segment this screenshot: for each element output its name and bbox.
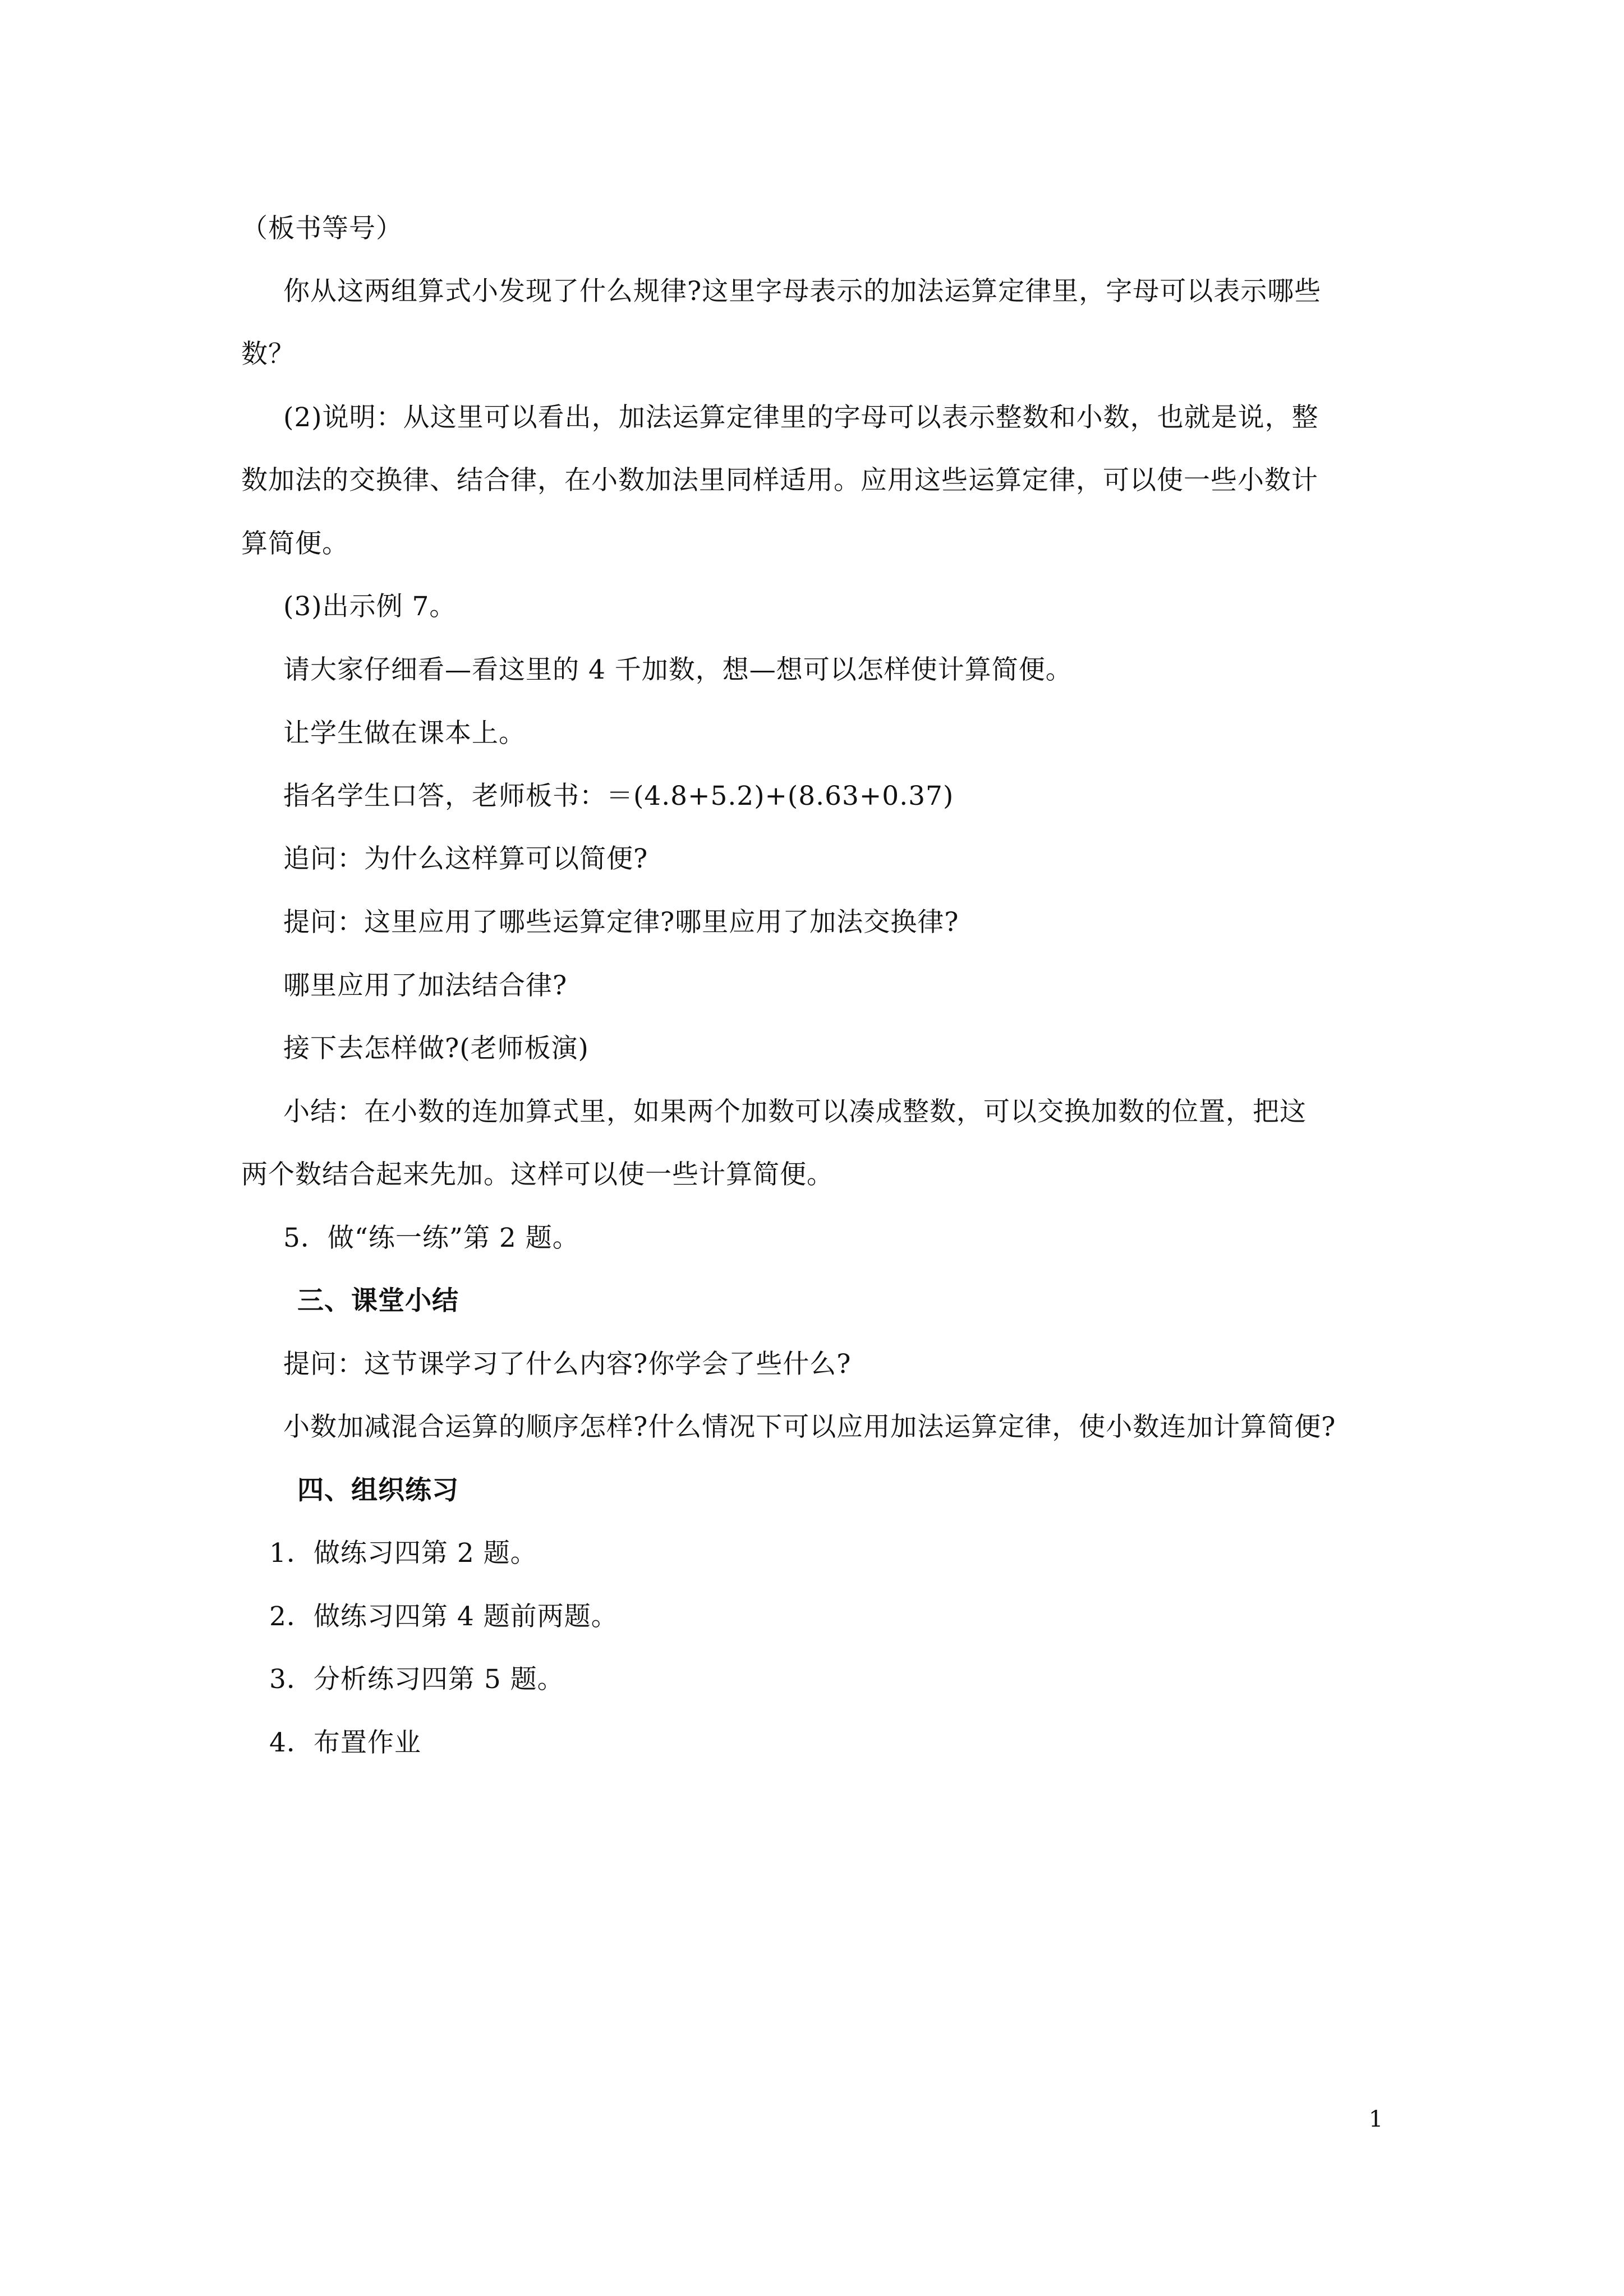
text-line: 让学生做在课本上。 [283,718,526,749]
text-line: 数？ [241,339,295,370]
list-item: 2．做练习四第 4 题前两题。 [269,1601,618,1632]
text-line: 请大家仔细看—看这里的 4 千加数，想—想可以怎样使计算简便。 [283,654,1073,685]
list-item: 1．做练习四第 2 题。 [269,1538,537,1569]
text-line: 指名学生口答，老师板书：＝(4.8+5.2)+(8.63+0.37) [283,781,954,812]
text-line: (2)说明：从这里可以看出，加法运算定律里的字母可以表示整数和小数，也就是说，整 [283,402,1319,433]
text-line: 哪里应用了加法结合律? [283,970,568,1001]
text-line: 接下去怎样做?(老师板演) [283,1033,589,1064]
text-line: 追问：为什么这样算可以简便? [283,843,648,874]
text-line: 小数加减混合运算的顺序怎样?什么情况下可以应用加法运算定律，使小数连加计算简便? [283,1412,1336,1442]
section-heading: 四、组织练习 [297,1475,459,1506]
text-line: 两个数结合起来先加。这样可以使一些计算简便。 [241,1159,834,1190]
text-line: 你从这两组算式小发现了什么规律?这里字母表示的加法运算定律里，字母可以表示哪些 [283,276,1322,307]
page-number: 1 [1369,2106,1383,2132]
list-item: 4．布置作业 [269,1727,421,1758]
text-line: 提问：这节课学习了什么内容?你学会了些什么? [283,1349,852,1380]
text-line: 小结：在小数的连加算式里，如果两个加数可以凑成整数，可以交换加数的位置，把这 [283,1096,1306,1127]
text-line: （板书等号） [241,213,403,244]
text-line: 5．做“练一练”第 2 题。 [283,1223,579,1253]
text-line: 算简便。 [241,528,349,559]
list-item: 3．分析练习四第 5 题。 [269,1664,564,1695]
text-line: 数加法的交换律、结合律，在小数加法里同样适用。应用这些运算定律，可以使一些小数计 [241,465,1318,496]
text-line: 提问：这里应用了哪些运算定律?哪里应用了加法交换律? [283,907,959,938]
section-heading: 三、课堂小结 [297,1285,459,1316]
text-line: (3)出示例 7。 [283,591,457,622]
